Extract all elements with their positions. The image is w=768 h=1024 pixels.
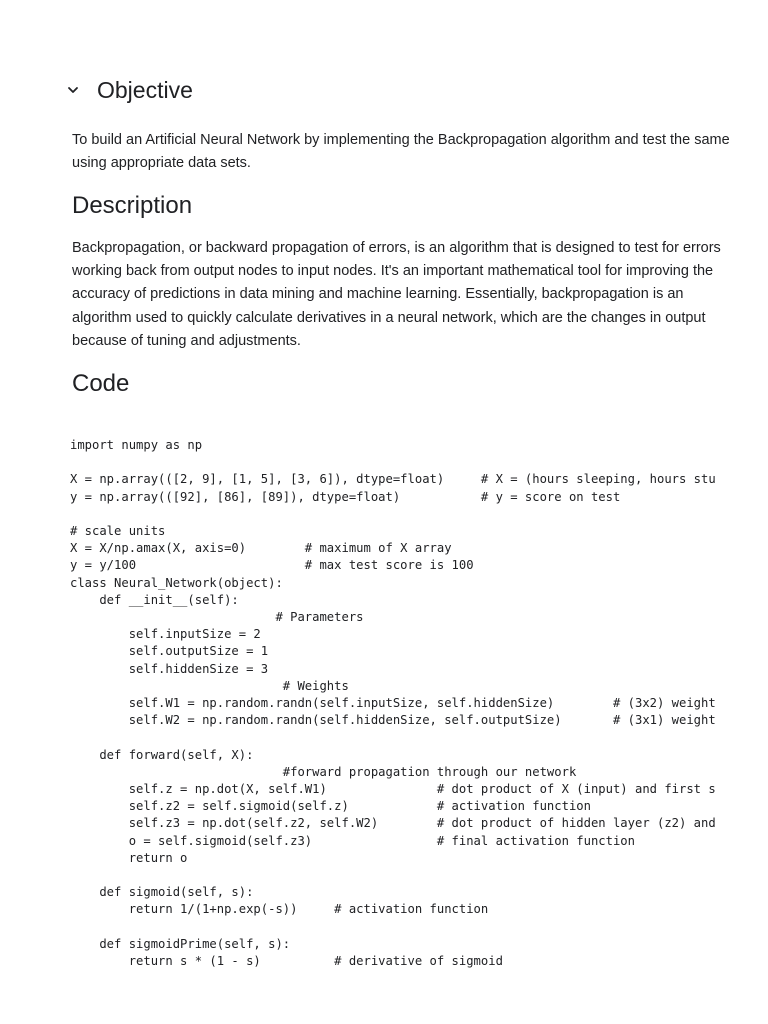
chevron-down-icon[interactable] [62,79,84,101]
objective-heading: Objective [97,76,193,103]
code-heading: Code [72,370,130,397]
code-block[interactable]: import numpy as np X = np.array(([2, 9], [1, 5], [3, 6]), dtype=float) # X = (hours sleeping, hours stu y = np.array(([92], [86], [89]), dtype=float) # y = score on test # scale units X = X/np.amax(X, axis=0) # maximum of X array y = y/100 # max test score is 100 class Neural_Network(object): def __init__(self): # Parameters self.inputSize = 2 self.outputSize = 1 self.hiddenSize = 3 # Weights self.W1 = np.random.randn(self.inputSize, self.hiddenSize) # (3x2) weight self.W2 = np.random.randn(self.hiddenSize, self.outputSize) # (3x1) weight def forward(self, X): #forward propagation through our network self.z = np.dot(X, self.W1) # dot product of X (input) and first s self.z2 = self.sigmoid(self.z) # activation function self.z3 = np.dot(self.z2, self.W2) # dot product of hidden layer (z2) and o = self.sigmoid(self.z3) # final activation function return o def sigmoid(self, s): return 1/(1+np.exp(-s)) # activation function def sigmoidPrime(self, s): return s * (1 - s) # derivative of sigmoid [70,438,716,969]
objective-section-toggle[interactable] [62,70,193,110]
description-text: Backpropagation, or backward propagation of errors, is an algorithm that is designed to test for errors working back from output nodes to input nodes. It's an important mathematical tool for improving the accuracy of predictions in data mining and machine learning. Essentially, backpropagation is an algorithm used to quickly calculate derivatives in a neural network, which are the changes in output because of tuning and adjustments. [72,240,721,349]
objective-text: To build an Artificial Neural Network by implementing the Backpropagation algorithm and test the same using appropriate data sets. [72,132,730,172]
description-heading: Description [72,192,193,219]
